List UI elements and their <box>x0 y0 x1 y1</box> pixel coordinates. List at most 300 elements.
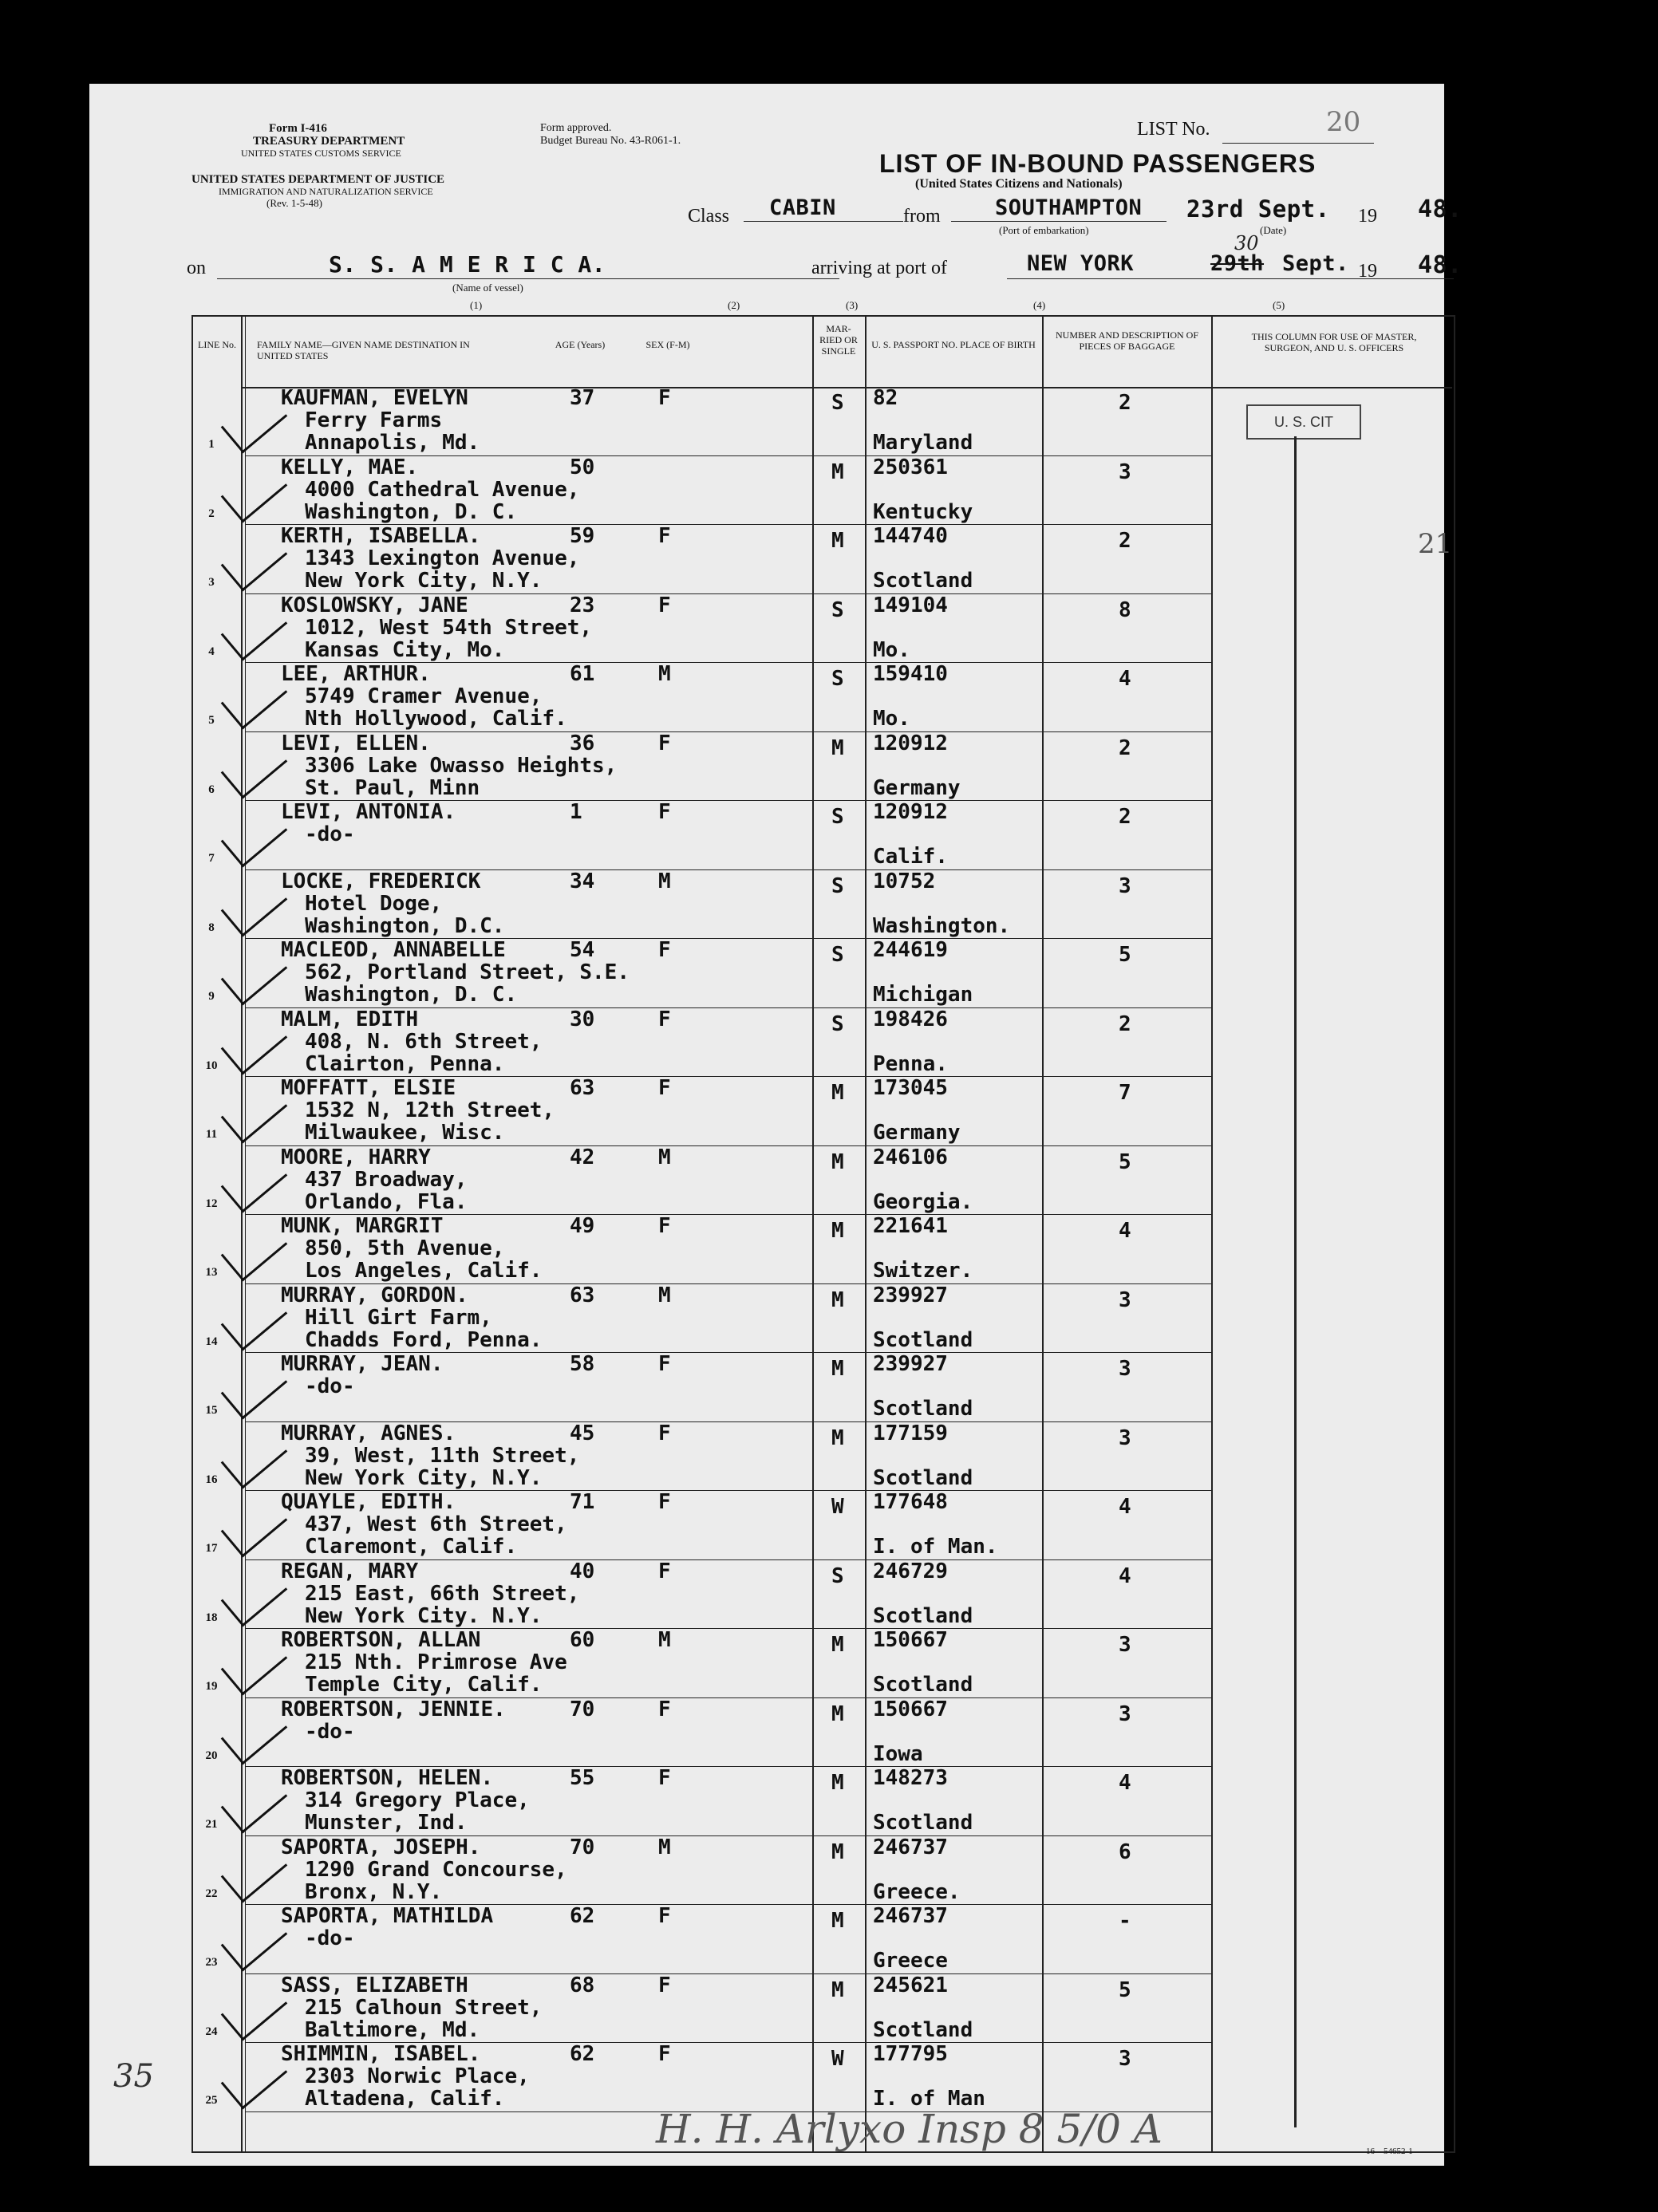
customs-service: UNITED STATES CUSTOMS SERVICE <box>241 148 401 159</box>
passport-number: 177159 <box>873 1421 948 1445</box>
passenger-age: 40 <box>570 1559 595 1583</box>
passenger-address-1: 5749 Cramer Avenue, <box>305 684 543 708</box>
check-mark-icon <box>221 459 288 522</box>
line-number: 13 <box>205 1266 218 1279</box>
passenger-sex: F <box>658 731 671 755</box>
line-number: 6 <box>208 783 215 796</box>
place-of-birth: Maryland <box>873 431 973 455</box>
passenger-address-1: 408, N. 6th Street, <box>305 1029 543 1054</box>
passport-number: 159410 <box>873 662 948 686</box>
line-number: 9 <box>208 990 215 1003</box>
marital-status: S <box>831 667 844 691</box>
ins-service: IMMIGRATION AND NATURALIZATION SERVICE <box>219 186 433 197</box>
passenger-age: 55 <box>570 1766 595 1790</box>
col-header-officers: THIS COLUMN FOR USE OF MASTER, SURGEON, AND U. S. OFFICERS <box>1251 331 1417 353</box>
baggage-count: 4 <box>1119 667 1131 691</box>
check-mark-icon <box>221 1287 288 1350</box>
table-row <box>193 1629 1605 1698</box>
class-label: Class <box>688 206 730 227</box>
line-number: 21 <box>205 1818 218 1831</box>
col-header-passport: U. S. PASSPORT NO. PLACE OF BIRTH <box>871 339 1036 350</box>
passenger-age: 71 <box>570 1490 595 1514</box>
table-row <box>193 1008 1605 1078</box>
passenger-name: LEE, ARTHUR. <box>281 662 431 686</box>
check-mark-icon <box>221 1839 288 1902</box>
passenger-sex: M <box>658 662 671 686</box>
passport-number: 246729 <box>873 1559 948 1583</box>
table-row <box>193 1284 1605 1354</box>
passenger-address-1: Hotel Doge, <box>305 891 443 916</box>
passport-number: 239927 <box>873 1283 948 1307</box>
col-number-3: (3) <box>846 299 859 311</box>
from-value: SOUTHAMPTON <box>995 195 1143 220</box>
passenger-address-2: New York City, N.Y. <box>305 569 543 593</box>
passenger-age: 36 <box>570 731 595 755</box>
departure-19: 19 <box>1358 206 1377 227</box>
passenger-age: 58 <box>570 1352 595 1376</box>
check-mark-icon <box>221 1701 288 1764</box>
passenger-age: 70 <box>570 1835 595 1859</box>
passport-number: 82 <box>873 386 898 410</box>
from-underline <box>951 221 1167 222</box>
arrival-19: 19 <box>1358 261 1377 282</box>
baggage-count: 3 <box>1119 1287 1131 1312</box>
check-mark-icon <box>221 1011 288 1074</box>
baggage-count: 3 <box>1119 1357 1131 1381</box>
arrival-day-struck: 29th <box>1210 251 1265 276</box>
table-row <box>193 1836 1605 1906</box>
check-mark-icon <box>221 873 288 936</box>
passenger-address-2: Temple City, Calif. <box>305 1673 543 1697</box>
col-header-line: LINE No. <box>198 339 236 350</box>
passenger-sex: F <box>658 1697 671 1721</box>
passenger-name: REGAN, MARY <box>281 1559 419 1583</box>
check-mark-icon <box>221 1080 288 1144</box>
passenger-address-1: 1012, West 54th Street, <box>305 615 593 640</box>
passenger-name: SASS, ELIZABETH <box>281 1973 468 1997</box>
check-mark-icon <box>221 1908 288 1972</box>
col-number-2: (2) <box>728 299 740 311</box>
passenger-name: MURRAY, GORDON. <box>281 1283 468 1307</box>
check-mark-icon <box>221 1770 288 1834</box>
marital-status: M <box>831 1081 844 1105</box>
arrival-underline <box>1007 278 1454 279</box>
passenger-age: 30 <box>570 1007 595 1031</box>
place-of-birth: Switzer. <box>873 1259 973 1283</box>
marital-status: S <box>831 391 844 415</box>
passenger-age: 23 <box>570 593 595 617</box>
marital-status: M <box>831 1701 844 1726</box>
passenger-address-1: 850, 5th Avenue, <box>305 1236 505 1260</box>
check-mark-icon <box>221 390 288 454</box>
passenger-address-2: Washington, D. C. <box>305 499 518 524</box>
col-header-baggage: NUMBER AND DESCRIPTION OF PIECES OF BAGGAGE <box>1055 329 1199 352</box>
passenger-age: 63 <box>570 1283 595 1307</box>
check-mark-icon <box>221 1977 288 2040</box>
passenger-name: ROBERTSON, HELEN. <box>281 1766 494 1790</box>
table-row <box>193 1422 1605 1492</box>
passenger-address-2: Milwaukee, Wisc. <box>305 1121 505 1145</box>
passenger-address-1: 437 Broadway, <box>305 1167 468 1192</box>
check-mark-icon <box>221 804 288 868</box>
passenger-sex: F <box>658 1076 671 1100</box>
passenger-sex: F <box>658 524 671 548</box>
arrival-port: NEW YORK <box>1027 251 1135 276</box>
marital-status: M <box>831 1357 844 1381</box>
passport-number: 245621 <box>873 1973 948 1997</box>
baggage-count: 5 <box>1119 1977 1131 2002</box>
manifest-table <box>191 315 1455 2153</box>
passport-number: 246737 <box>873 1835 948 1859</box>
passenger-sex: F <box>658 2042 671 2066</box>
list-no-value: 20 <box>1326 106 1361 138</box>
passenger-sex: F <box>658 1490 671 1514</box>
passenger-name: KOSLOWSKY, JANE <box>281 593 468 617</box>
passenger-age: 61 <box>570 662 595 686</box>
justice-dept: UNITED STATES DEPARTMENT OF JUSTICE <box>191 173 445 186</box>
passenger-address-2: Nth Hollywood, Calif. <box>305 707 567 731</box>
passenger-address-1: 1290 Grand Concourse, <box>305 1857 567 1882</box>
passenger-name: MOORE, HARRY <box>281 1145 431 1169</box>
passenger-sex: F <box>658 1904 671 1928</box>
passenger-sex: F <box>658 800 671 824</box>
marital-status: M <box>831 1287 844 1312</box>
table-row <box>193 1077 1605 1146</box>
place-of-birth: Calif. <box>873 845 948 869</box>
us-citizen-stamp: U. S. CIT <box>1246 404 1361 440</box>
passenger-sex: F <box>658 1352 671 1376</box>
passenger-sex: F <box>658 1421 671 1445</box>
passenger-age: 49 <box>570 1214 595 1238</box>
officer-side-note: 21 <box>1418 528 1453 560</box>
passenger-age: 70 <box>570 1697 595 1721</box>
baggage-count: 2 <box>1119 805 1131 829</box>
arrival-year: 48. <box>1418 251 1463 279</box>
departure-date: 23rd Sept. <box>1186 195 1330 223</box>
place-of-birth: Scotland <box>873 1603 973 1628</box>
passport-number: 10752 <box>873 869 936 893</box>
passenger-age: 42 <box>570 1145 595 1169</box>
passport-number: 177648 <box>873 1490 948 1514</box>
table-row <box>193 732 1605 802</box>
marital-status: M <box>831 529 844 553</box>
marital-status: W <box>831 1495 844 1519</box>
passenger-sex: F <box>658 1766 671 1790</box>
baggage-count: 4 <box>1119 1771 1131 1795</box>
line-number: 17 <box>205 1542 218 1555</box>
marital-status: M <box>831 459 844 484</box>
passenger-name: ROBERTSON, JENNIE. <box>281 1697 506 1721</box>
marital-status: M <box>831 1909 844 1933</box>
passenger-age: 45 <box>570 1421 595 1445</box>
passenger-age: 50 <box>570 455 595 479</box>
line-number: 23 <box>205 1956 218 1969</box>
baggage-count: 4 <box>1119 1563 1131 1588</box>
passenger-sex: M <box>658 1145 671 1169</box>
vessel-note: (Name of vessel) <box>452 282 523 294</box>
line-number: 20 <box>205 1749 218 1762</box>
passenger-address-2: Los Angeles, Calif. <box>305 1259 543 1283</box>
passenger-name: KELLY, MAE. <box>281 455 419 479</box>
date-note: (Date) <box>1260 224 1287 236</box>
passport-number: 198426 <box>873 1007 948 1031</box>
passport-number: 150667 <box>873 1628 948 1652</box>
check-mark-icon <box>221 1563 288 1626</box>
passenger-age: 1 <box>570 800 582 824</box>
place-of-birth: Penna. <box>873 1051 948 1076</box>
passport-number: 144740 <box>873 524 948 548</box>
line-number: 3 <box>208 576 215 589</box>
line-number: 18 <box>205 1611 218 1624</box>
passport-number: 221641 <box>873 1214 948 1238</box>
passenger-address-1: 437, West 6th Street, <box>305 1512 567 1536</box>
arriving-label: arriving at port of <box>811 258 947 278</box>
passenger-address-1: 1343 Lexington Avenue, <box>305 546 580 570</box>
passenger-sex: F <box>658 1214 671 1238</box>
table-row <box>193 870 1605 940</box>
passport-number: 246737 <box>873 1904 948 1928</box>
passport-number: 149104 <box>873 593 948 617</box>
table-row <box>193 1353 1605 1422</box>
passport-number: 148273 <box>873 1766 948 1790</box>
table-row <box>193 663 1605 732</box>
form-revision: (Rev. 1-5-48) <box>266 197 322 209</box>
passenger-name: MALM, EDITH <box>281 1007 419 1031</box>
place-of-birth: Mo. <box>873 637 910 662</box>
passenger-address-1: Ferry Farms <box>305 408 443 432</box>
passenger-age: 62 <box>570 1904 595 1928</box>
passport-number: 120912 <box>873 800 948 824</box>
place-of-birth: Germany <box>873 1121 961 1145</box>
form-number: Form I-416 <box>269 122 327 135</box>
passenger-address-1: 39, West, 11th Street, <box>305 1443 580 1468</box>
passport-number: 177795 <box>873 2042 948 2066</box>
vessel-underline <box>217 278 839 279</box>
passenger-age: 68 <box>570 1973 595 1997</box>
table-row <box>193 1491 1605 1560</box>
passenger-sex: F <box>658 1973 671 1997</box>
line-number: 22 <box>205 1887 218 1900</box>
passenger-name: MURRAY, AGNES. <box>281 1421 456 1445</box>
check-mark-icon <box>221 666 288 730</box>
passenger-name: QUAYLE, EDITH. <box>281 1490 456 1514</box>
table-row <box>193 1560 1605 1630</box>
line-number: 1 <box>208 438 215 451</box>
passenger-name: LEVI, ANTONIA. <box>281 800 456 824</box>
passenger-address-2: St. Paul, Minn <box>305 775 480 800</box>
table-row <box>193 1146 1605 1216</box>
baggage-count: - <box>1119 1909 1131 1933</box>
margin-mark: 35 <box>113 2058 154 2095</box>
passenger-name: MACLEOD, ANNABELLE <box>281 938 506 962</box>
passenger-address-1: 562, Portland Street, S.E. <box>305 960 630 984</box>
table-row <box>193 801 1605 870</box>
passenger-address-1: 3306 Lake Owasso Heights, <box>305 753 618 778</box>
table-row <box>193 456 1605 526</box>
place-of-birth: I. of Man <box>873 2087 985 2111</box>
line-number: 25 <box>205 2094 218 2107</box>
port-embarkation-note: (Port of embarkation) <box>999 224 1089 236</box>
table-row <box>193 525 1605 594</box>
marital-status: M <box>831 1977 844 2002</box>
passenger-address-2: Annapolis, Md. <box>305 431 480 455</box>
passenger-address-2: New York City, N.Y. <box>305 1465 543 1490</box>
passenger-sex: F <box>658 386 671 410</box>
passenger-address-1: -do- <box>305 1719 355 1744</box>
passenger-address-2: New York City. N.Y. <box>305 1603 543 1628</box>
check-mark-icon <box>221 1218 288 1282</box>
col-number-4: (4) <box>1033 299 1046 311</box>
baggage-count: 8 <box>1119 597 1131 622</box>
check-mark-icon <box>221 1494 288 1558</box>
place-of-birth: I. of Man. <box>873 1535 998 1559</box>
passenger-sex: M <box>658 869 671 893</box>
marital-status: M <box>831 735 844 760</box>
col-number-1: (1) <box>470 299 483 311</box>
passenger-address-1: -do- <box>305 1926 355 1950</box>
passenger-rows <box>193 387 1454 2142</box>
passport-number: 150667 <box>873 1697 948 1721</box>
passenger-address-1: -do- <box>305 1374 355 1398</box>
baggage-count: 5 <box>1119 1149 1131 1174</box>
place-of-birth: Georgia. <box>873 1189 973 1214</box>
check-mark-icon <box>221 1425 288 1488</box>
baggage-count: 4 <box>1119 1219 1131 1243</box>
marital-status: M <box>831 1425 844 1450</box>
line-number: 5 <box>208 714 215 727</box>
departure-year: 48. <box>1418 195 1463 223</box>
passenger-age: 34 <box>570 869 595 893</box>
passenger-age: 37 <box>570 386 595 410</box>
passenger-name: SHIMMIN, ISABEL. <box>281 2042 481 2066</box>
marital-status: M <box>831 1149 844 1174</box>
col-header-married: MAR- RIED OR SINGLE <box>819 323 858 357</box>
place-of-birth: Mo. <box>873 707 910 731</box>
class-underline <box>744 221 903 222</box>
line-number: 2 <box>208 507 215 520</box>
passenger-manifest-page <box>89 84 1463 2166</box>
passenger-name: SAPORTA, MATHILDA <box>281 1904 494 1928</box>
footer-code: 16—54652-1 <box>1366 2147 1413 2156</box>
passenger-address-2: Washington, D. C. <box>305 983 518 1007</box>
marital-status: M <box>831 1219 844 1243</box>
marital-status: M <box>831 1771 844 1795</box>
line-number: 15 <box>205 1404 218 1417</box>
passenger-name: LOCKE, FREDERICK <box>281 869 481 893</box>
marital-status: W <box>831 2047 844 2071</box>
baggage-count: 3 <box>1119 2047 1131 2071</box>
place-of-birth: Scotland <box>873 569 973 593</box>
line-number: 4 <box>208 645 215 658</box>
passenger-address-2: Bronx, N.Y. <box>305 1879 443 1904</box>
check-mark-icon <box>221 1632 288 1696</box>
passenger-address-1: 4000 Cathedral Avenue, <box>305 477 580 502</box>
treasury-dept: TREASURY DEPARTMENT <box>253 135 405 148</box>
passenger-name: MUNK, MARGRIT <box>281 1214 444 1238</box>
passenger-address-1: -do- <box>305 822 355 846</box>
class-value: CABIN <box>769 195 836 220</box>
place-of-birth: Iowa <box>873 1741 923 1766</box>
line-number: 7 <box>208 852 215 865</box>
list-no-underline <box>1222 143 1374 144</box>
passenger-age: 63 <box>570 1076 595 1100</box>
marital-status: S <box>831 873 844 898</box>
passenger-sex: F <box>658 938 671 962</box>
place-of-birth: Scotland <box>873 2017 973 2042</box>
check-mark-icon <box>221 528 288 592</box>
passenger-name: MURRAY, JEAN. <box>281 1352 444 1376</box>
check-mark-icon <box>221 2046 288 2110</box>
passenger-address-2: Orlando, Fla. <box>305 1189 468 1214</box>
passenger-address-1: Hill Girt Farm, <box>305 1305 492 1330</box>
table-row <box>193 939 1605 1008</box>
passenger-address-2: Altadena, Calif. <box>305 2087 505 2111</box>
inspector-signature: H. H. Arlyxo Insp 8 5/0 A <box>656 2106 1163 2152</box>
marital-status: S <box>831 805 844 829</box>
table-row <box>193 594 1605 664</box>
passenger-address-2: Claremont, Calif. <box>305 1535 518 1559</box>
col-number-5: (5) <box>1273 299 1285 311</box>
passenger-address-2: Baltimore, Md. <box>305 2017 480 2042</box>
passenger-name: LEVI, ELLEN. <box>281 731 431 755</box>
check-mark-icon <box>221 597 288 660</box>
passenger-address-2: Washington, D.C. <box>305 913 505 938</box>
line-number: 16 <box>205 1473 218 1486</box>
baggage-count: 3 <box>1119 1633 1131 1657</box>
budget-bureau: Budget Bureau No. 43-R061-1. <box>540 135 681 147</box>
table-row <box>193 1905 1605 1974</box>
list-no-label: LIST No. <box>1137 119 1210 140</box>
line-number: 10 <box>205 1059 218 1072</box>
line-number: 19 <box>205 1680 218 1693</box>
baggage-count: 4 <box>1119 1495 1131 1519</box>
passport-number: 246106 <box>873 1145 948 1169</box>
manifest-title: LIST OF IN-BOUND PASSENGERS <box>879 149 1317 178</box>
passenger-address-1: 2303 Norwic Place, <box>305 2064 530 2088</box>
baggage-count: 6 <box>1119 1839 1131 1864</box>
passenger-address-2: Kansas City, Mo. <box>305 637 505 662</box>
passenger-name: ROBERTSON, ALLAN <box>281 1628 481 1652</box>
passenger-name: KERTH, ISABELLA. <box>281 524 481 548</box>
arrival-month: Sept. <box>1282 251 1349 276</box>
vessel-name: S. S. A M E R I C A. <box>329 251 606 278</box>
passenger-age: 60 <box>570 1628 595 1652</box>
table-row <box>193 387 1605 456</box>
baggage-count: 3 <box>1119 873 1131 898</box>
marital-status: M <box>831 1839 844 1864</box>
check-mark-icon <box>221 1149 288 1212</box>
passenger-address-1: 1532 N, 12th Street, <box>305 1098 555 1122</box>
line-number: 14 <box>205 1335 218 1348</box>
marital-status: S <box>831 1563 844 1588</box>
passenger-name: SAPORTA, JOSEPH. <box>281 1835 481 1859</box>
check-mark-icon <box>221 942 288 1006</box>
line-number: 12 <box>205 1197 218 1210</box>
col-header-name: FAMILY NAME—GIVEN NAME DESTINATION IN UNITED STATES <box>257 339 470 361</box>
passenger-address-1: 215 Calhoun Street, <box>305 1995 543 2020</box>
col-header-sex: SEX (F-M) <box>645 339 690 350</box>
marital-status: M <box>831 1633 844 1657</box>
baggage-count: 2 <box>1119 391 1131 415</box>
passenger-address-1: 314 Gregory Place, <box>305 1788 530 1812</box>
baggage-count: 7 <box>1119 1081 1131 1105</box>
place-of-birth: Scotland <box>873 1397 973 1421</box>
passenger-sex: F <box>658 1007 671 1031</box>
passenger-sex: F <box>658 593 671 617</box>
table-row <box>193 1767 1605 1836</box>
passport-number: 120912 <box>873 731 948 755</box>
col-header-age: AGE (Years) <box>555 339 606 350</box>
